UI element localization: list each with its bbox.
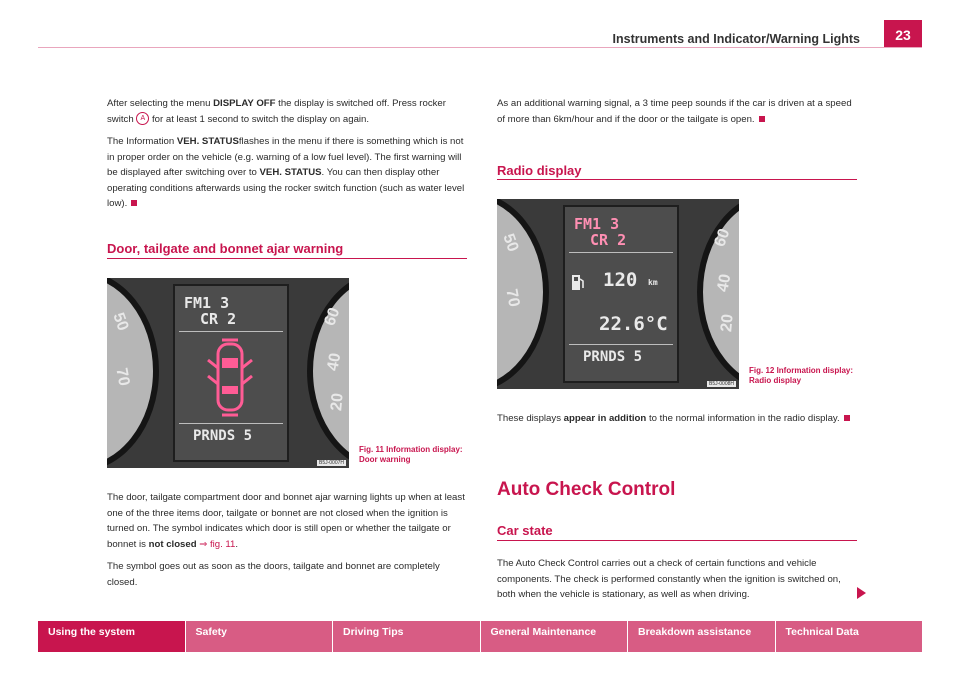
lcd-range-unit: km: [648, 278, 658, 287]
section-divider: [497, 179, 857, 180]
info-display: [563, 205, 679, 383]
dial-label: 50: [499, 231, 522, 255]
section-divider: [107, 258, 467, 259]
left-column-bottom: [107, 490, 467, 597]
dial-label: 60: [321, 305, 344, 329]
end-of-section-icon: [759, 116, 765, 122]
right-column-top: [497, 96, 857, 134]
paragraph-peep-warning: As an additional warning signal, a 3 time peep sounds if the car is driven at a speed of more than 6km/hour and if the door or the tailgate is open.: [497, 98, 852, 125]
dial-label: 70: [112, 366, 133, 388]
figure-12-caption: Fig. 12 Information display: Radio display: [749, 366, 854, 385]
dial-label: 20: [328, 392, 347, 412]
end-of-section-icon: [844, 415, 850, 421]
footer-tab-using-the-system[interactable]: Using the system: [38, 621, 186, 652]
lcd-station: FM1 3: [184, 294, 230, 312]
car-door-open-icon: [205, 338, 255, 418]
chapter-title-auto-check: Auto Check Control: [497, 479, 676, 500]
section-title-radio-display: Radio display: [497, 163, 582, 178]
fig-11-link[interactable]: ⇒ fig. 11: [196, 538, 236, 550]
footer-tab-technical-data[interactable]: Technical Data: [776, 621, 923, 652]
page-number: 23: [884, 20, 922, 48]
footer-tab-general-maintenance[interactable]: General Maintenance: [481, 621, 629, 652]
dial-label: 40: [324, 351, 345, 373]
lcd-temperature: 22.6°C: [599, 313, 668, 335]
section-title-car-state: Car state: [497, 523, 553, 538]
footer-tab-driving-tips[interactable]: Driving Tips: [333, 621, 481, 652]
dial-label: 50: [109, 310, 132, 334]
figure-code: B5J-0007H: [318, 460, 344, 466]
left-column-top: [107, 96, 467, 219]
paragraph-auto-check: The Auto Check Control carries out a check of certain functions and vehicle components. The check is performed constantly when the ignition is switched on, both when the vehicle is stationary, as well as when driving.: [497, 558, 841, 600]
header-divider: [38, 47, 922, 48]
lcd-station: FM1 3: [574, 215, 620, 233]
paragraph-door-warning: The door, tailgate compartment door and bonnet ajar warning lights up when at least one of the three items door, tailgate or bonnet are not closed when the ignition is turned on. The symbol indicates which door is still open or whether the tailgate or bonnet is not closed ⇒ fig. 11.: [107, 492, 465, 550]
end-of-section-icon: [131, 200, 137, 206]
section-title-door-warning: Door, tailgate and bonnet ajar warning: [107, 241, 344, 256]
right-column-mid: [497, 411, 857, 434]
figure-door-warning: [107, 278, 349, 468]
footer-navigation: [38, 621, 922, 652]
fuel-pump-icon: [571, 273, 585, 291]
dial-label: 20: [718, 313, 737, 333]
lcd-gear: PRNDS 5: [583, 349, 643, 365]
dial-label: 60: [711, 226, 734, 250]
footer-tab-breakdown-assistance[interactable]: Breakdown assistance: [628, 621, 776, 652]
paragraph-display-off: After selecting the menu DISPLAY OFF the display is switched off. Press rocker switch A for at least 1 second to switch the display on again.: [107, 98, 446, 125]
dial-label: 70: [502, 287, 523, 309]
rocker-switch-a-icon: A: [136, 112, 149, 125]
lcd-preset: CR 2: [200, 310, 237, 328]
figure-radio-display: [497, 199, 739, 389]
page-header-title: Instruments and Indicator/Warning Lights: [612, 32, 860, 46]
section-divider: [497, 540, 857, 541]
figure-11-caption: Fig. 11 Information display: Door warning: [359, 445, 463, 464]
figure-code: B5J-0008H: [708, 381, 734, 387]
paragraph-radio-display: These displays appear in addition to the normal information in the radio display.: [497, 411, 857, 427]
dial-label: 40: [714, 272, 735, 294]
next-page-arrow-icon[interactable]: [857, 587, 866, 599]
footer-tab-safety[interactable]: Safety: [186, 621, 334, 652]
lcd-preset: CR 2: [590, 231, 627, 249]
lcd-gear: PRNDS 5: [193, 428, 253, 444]
info-display: [173, 284, 289, 462]
paragraph-veh-status: The Information VEH. STATUSflashes in the menu if there is something which is not in proper order on the vehicle (e.g. warning of a low fuel level). The first warning will be displayed after switching over to VEH. STATUS. You can then display other operating conditions afterwards using the rocker switch function (such as water level low).: [107, 136, 465, 209]
right-column-bottom: [497, 556, 857, 610]
lcd-range: 120: [603, 269, 638, 291]
paragraph-symbol-goes-out: The symbol goes out as soon as the doors, tailgate and bonnet are completely closed.: [107, 561, 440, 588]
